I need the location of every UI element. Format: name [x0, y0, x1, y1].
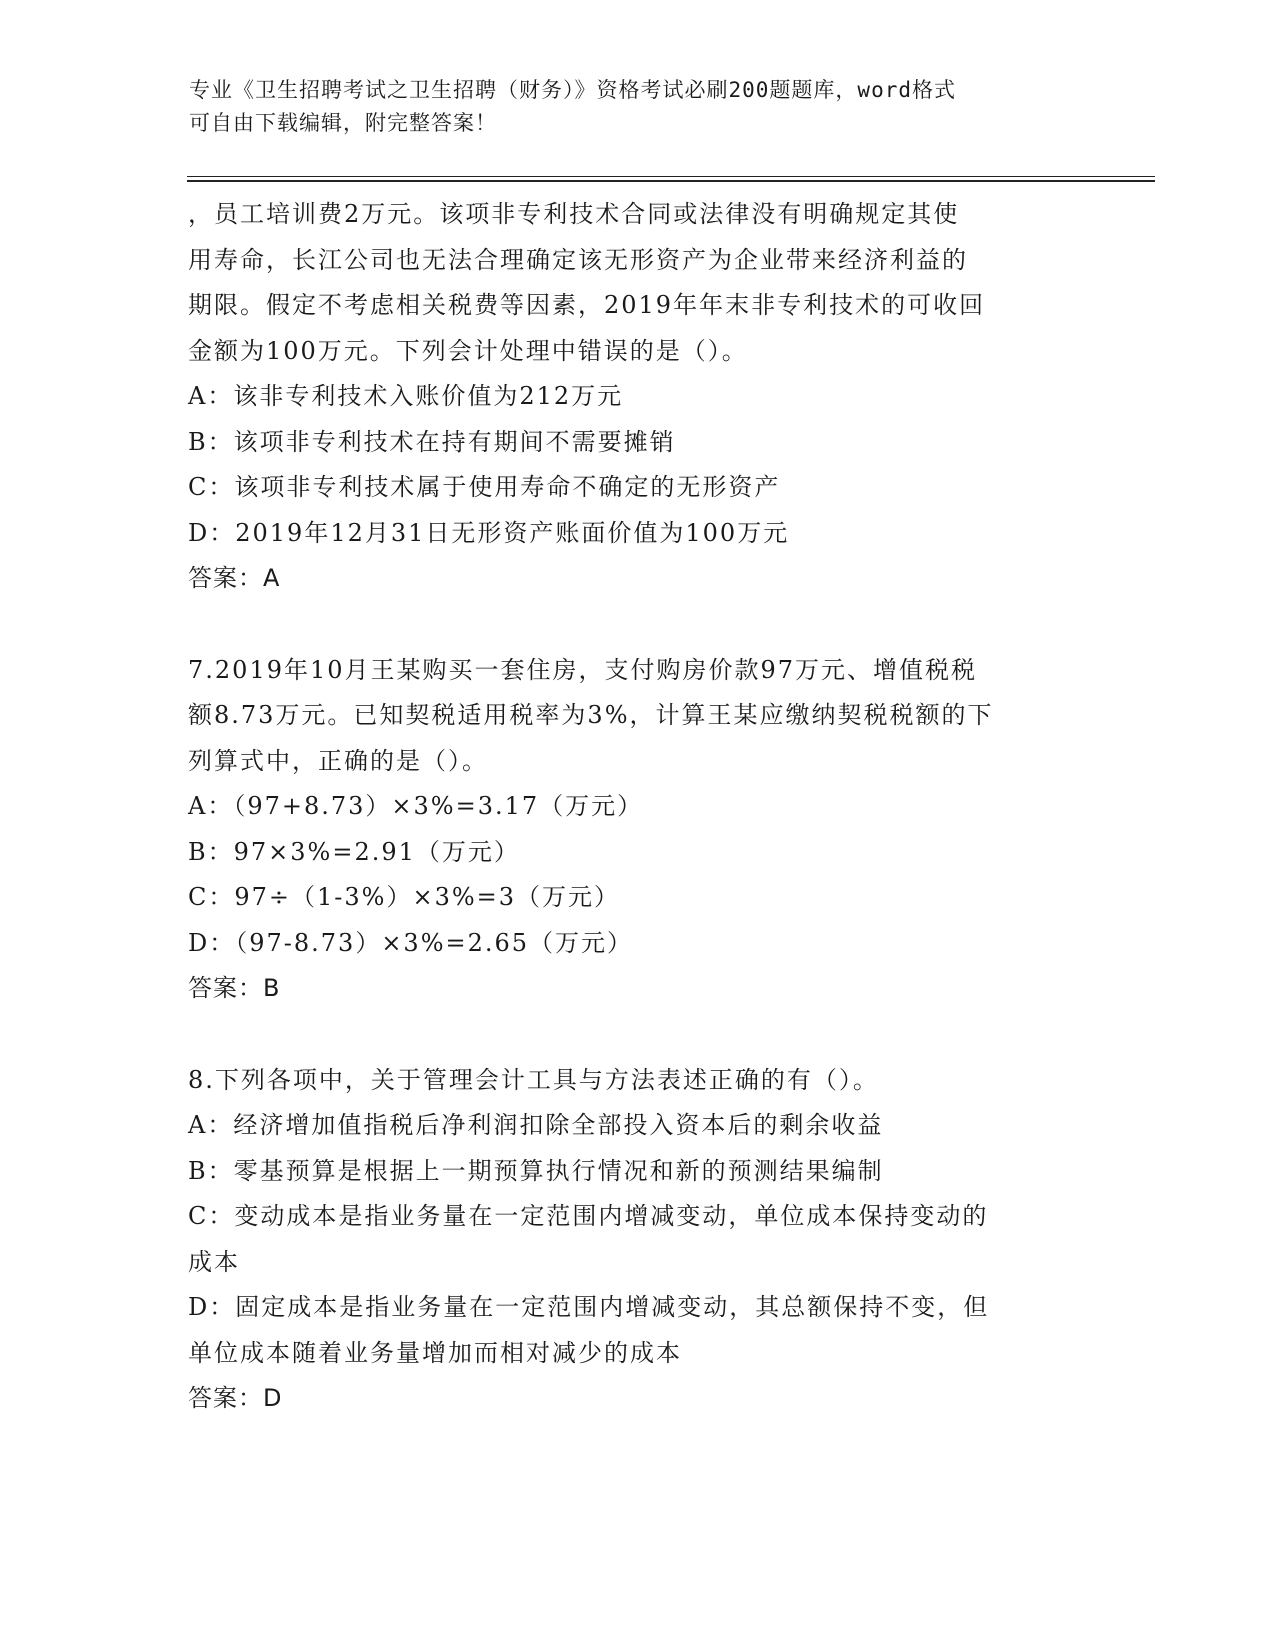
- question-spacer: [188, 602, 1088, 648]
- option-c: C：该项非专利技术属于使用寿命不确定的无形资产: [188, 473, 781, 501]
- option-b: B：97×3%=2.91（万元）: [188, 837, 520, 866]
- question-stem-line: ，员工培训费2万元。该项非专利技术合同或法律没有明确规定其使: [188, 200, 960, 228]
- question-content: [188, 192, 1088, 1422]
- question-stem-line: 期限。假定不考虑相关税费等因素，2019年年末非专利技术的可收回: [188, 291, 986, 319]
- option-b: B：零基预算是根据上一期预算执行情况和新的预测结果编制: [188, 1156, 884, 1185]
- answer-line: 答案：D: [188, 1384, 283, 1412]
- option-d: D：（97-8.73）×3%=2.65（万元）: [188, 928, 634, 957]
- page-header: [189, 74, 1069, 140]
- option-d-continued: 单位成本随着业务量增加而相对减少的成本: [188, 1338, 682, 1367]
- question-stem-line: 7.2019年10月王某购买一套住房，支付购房价款97万元、增值税税: [188, 655, 978, 684]
- question-stem-line: 8.下列各项中，关于管理会计工具与方法表述正确的有（）。: [188, 1065, 879, 1094]
- option-a: A：（97+8.73）×3%=3.17（万元）: [188, 792, 644, 820]
- question-stem-line: 用寿命，长江公司也无法合理确定该无形资产为企业带来经济利益的: [188, 245, 968, 274]
- question-stem-line: 额8.73万元。已知契税适用税率为3%，计算王某应缴纳契税税额的下: [188, 701, 994, 729]
- option-c: C：变动成本是指业务量在一定范围内增减变动，单位成本保持变动的: [188, 1202, 989, 1230]
- answer-line: 答案：B: [188, 974, 281, 1002]
- question-8: [188, 1058, 1088, 1422]
- question-7: [188, 648, 1088, 1012]
- question-6: [188, 192, 1088, 602]
- header-divider-thin: [187, 176, 1155, 177]
- option-a: A：该非专利技术入账价值为212万元: [188, 382, 624, 410]
- option-d: D：2019年12月31日无形资产账面价值为100万元: [188, 518, 790, 547]
- header-divider-thick: [187, 180, 1155, 182]
- question-spacer: [188, 1012, 1088, 1058]
- option-a: A：经济增加值指税后净利润扣除全部投入资本后的剩余收益: [188, 1111, 884, 1139]
- question-stem-line: 列算式中，正确的是（）。: [188, 746, 488, 775]
- option-c: C：97÷（1-3%）×3%=3（万元）: [188, 883, 621, 911]
- option-d: D：固定成本是指业务量在一定范围内增减变动，其总额保持不变，但: [188, 1293, 990, 1321]
- header-title-line-1: 专业《卫生招聘考试之卫生招聘（财务）》资格考试必刷200题题库，word格式: [189, 78, 956, 102]
- header-title-line-2: 可自由下载编辑，附完整答案！: [189, 111, 497, 135]
- answer-line: 答案：A: [188, 564, 281, 592]
- option-c-continued: 成本: [188, 1247, 240, 1276]
- option-b: B：该项非专利技术在持有期间不需要摊销: [188, 427, 676, 456]
- question-stem-line: 金额为100万元。下列会计处理中错误的是（）。: [188, 336, 748, 365]
